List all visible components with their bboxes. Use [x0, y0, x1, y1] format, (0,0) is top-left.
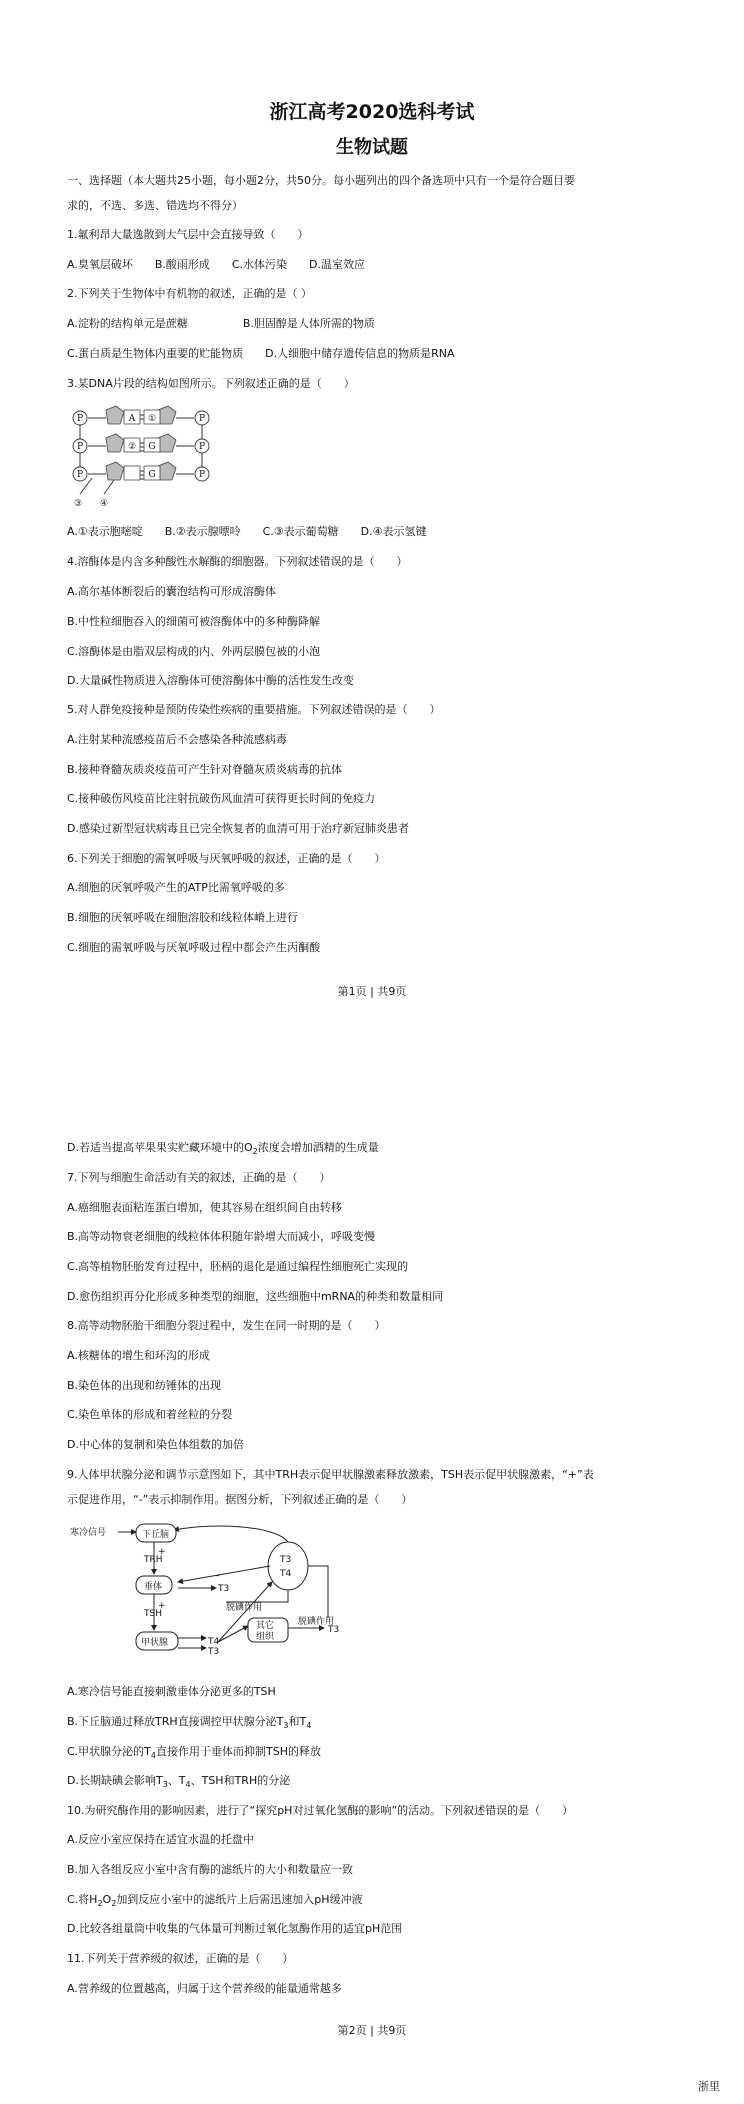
- question-2-options-cd: C.蛋白质是生物体内重要的贮能物质 D.人细胞中储存遗传信息的物质是RNA: [67, 347, 455, 360]
- t3-label: T3: [328, 1625, 340, 1635]
- question-9-option-c: C.甲状腺分泌的$T_4$直接作用于垂体而抑制TSH的释放: [67, 1745, 321, 1761]
- other-tissue-label: 组织: [256, 1632, 275, 1642]
- base-g-label: G: [148, 470, 156, 480]
- section-intro-line2: 求的，不选、多选、错选均不得分）: [67, 199, 243, 212]
- exam-subtitle: 生物试题: [336, 137, 408, 158]
- question-10-option-b: B.加入各组反应小室中含有酶的滤纸片的大小和数量应一致: [67, 1863, 354, 1876]
- pituitary-label: 垂体: [144, 1582, 163, 1592]
- phosphate-label: P: [198, 442, 206, 452]
- question-9-line1: 9.人体甲状腺分泌和调节示意图如下，其中TRH表示促甲状腺激素释放激素，TSH表示促甲状腺激素，“+”表: [67, 1468, 594, 1481]
- phosphate-label: P: [198, 414, 206, 424]
- question-7: 7.下列与细胞生命活动有关的叙述，正确的是（ ）: [67, 1171, 331, 1184]
- base-1-label: ①: [147, 414, 157, 424]
- t3-label: T3: [208, 1647, 220, 1657]
- deiodination-label: 脱碘作用: [226, 1603, 263, 1613]
- cold-signal-label: 寒冷信号: [70, 1528, 107, 1538]
- question-7-option-c: C.高等植物胚胎发育过程中，胚柄的退化是通过编程性细胞死亡实现的: [67, 1260, 409, 1273]
- marker-4-label: ④: [99, 499, 109, 509]
- base-a-label: A: [128, 414, 136, 424]
- question-6-option-a: A.细胞的厌氧呼吸产生的ATP比需氧呼吸的多: [67, 881, 285, 894]
- question-3: 3.某DNA片段的结构如图所示。下列叙述正确的是（ ）: [67, 377, 355, 390]
- plus-sign: +: [158, 1601, 166, 1611]
- trh-label: TRH: [144, 1555, 163, 1565]
- page-footer: 第2页 | 共9页: [337, 2024, 407, 2037]
- plus-sign: +: [158, 1547, 166, 1557]
- question-7-option-d: D.愈伤组织再分化形成多种类型的细胞，这些细胞中mRNA的种类和数量相同: [67, 1290, 444, 1303]
- page-footer: 第1页 | 共9页: [337, 985, 407, 998]
- question-1: 1.氟利昂大量逸散到大气层中会直接导致（ ）: [67, 228, 309, 241]
- hypothalamus-label: 下丘脑: [142, 1530, 170, 1540]
- question-6: 6.下列关于细胞的需氧呼吸与厌氧呼吸的叙述，正确的是（ ）: [67, 852, 386, 865]
- question-11: 11.下列关于营养级的叙述，正确的是（ ）: [67, 1952, 294, 1965]
- phosphate-label: P: [76, 414, 84, 424]
- question-10-option-c: C.将$H_2O_2$加到反应小室中的滤纸片上后需迅速加入pH缓冲液: [67, 1893, 363, 1909]
- phosphate-label: P: [198, 470, 206, 480]
- base-2-label: ②: [127, 442, 137, 452]
- question-4-option-b: B.中性粒细胞吞入的细菌可被溶酶体中的多种酶降解: [67, 615, 321, 628]
- question-4-option-a: A.高尔基体断裂后的囊泡结构可形成溶酶体: [67, 585, 276, 598]
- question-9-option-b: B.下丘脑通过释放TRH直接调控甲状腺分泌$T_3$和$T_4$: [67, 1715, 312, 1731]
- phosphate-label: P: [76, 442, 84, 452]
- question-5: 5.对人群免疫接种是预防传染性疾病的重要措施。下列叙述错误的是（ ）: [67, 703, 441, 716]
- t3-label: T3: [280, 1555, 292, 1565]
- question-2-options-ab: A.淀粉的结构单元是蔗糖 B.胆固醇是人体所需的物质: [67, 317, 375, 330]
- question-8-option-b: B.染色体的出现和纺锤体的出现: [67, 1379, 222, 1392]
- deiodination-label: 脱碘作用: [298, 1617, 335, 1627]
- dna-structure-figure: [66, 398, 216, 514]
- question-9-line2: 示促进作用，“-”表示抑制作用。据图分析，下列叙述正确的是（ ）: [67, 1493, 413, 1506]
- t4-label: T4: [280, 1569, 292, 1579]
- page-2: [0, 1130, 744, 2104]
- thyroid-regulation-diagram: [66, 1518, 382, 1668]
- question-6-option-b: B.细胞的厌氧呼吸在细胞溶胶和线粒体嵴上进行: [67, 911, 299, 924]
- question-6-option-c: C.细胞的需氧呼吸与厌氧呼吸过程中都会产生丙酮酸: [67, 941, 321, 954]
- marker-3-label: ③: [73, 499, 83, 509]
- question-8-option-c: C.染色单体的形成和着丝粒的分裂: [67, 1408, 233, 1421]
- question-10-option-a: A.反应小室应保持在适宜水温的托盘中: [67, 1833, 254, 1846]
- question-10-option-d: D.比较各组量筒中收集的气体量可判断过氧化氢酶作用的适宜pH范围: [67, 1922, 403, 1935]
- page-1: [0, 0, 744, 1010]
- thyroid-label: 甲状腺: [141, 1638, 169, 1648]
- question-6-option-d: D.若适当提高苹果果实贮藏环境中的$O_2$浓度会增加酒精的生成量: [67, 1141, 379, 1157]
- minus-sign: -: [216, 1571, 220, 1581]
- question-5-option-c: C.接种破伤风疫苗比注射抗破伤风血清可获得更长时间的免疫力: [67, 792, 376, 805]
- base-g-label: G: [148, 442, 156, 452]
- other-tissue-label: 其它: [256, 1621, 275, 1631]
- question-1-options: A.臭氧层破坏 B.酸雨形成 C.水体污染 D.温室效应: [67, 258, 366, 271]
- exam-title: 浙江高考2020选科考试: [269, 101, 475, 123]
- question-8-option-d: D.中心体的复制和染色体组数的加倍: [67, 1438, 244, 1451]
- question-7-option-b: B.高等动物衰老细胞的线粒体体积随年龄增大而减小，呼吸变慢: [67, 1230, 376, 1243]
- corner-watermark-text: 浙里: [698, 2080, 720, 2093]
- question-2: 2.下列关于生物体中有机物的叙述，正确的是（ ）: [67, 287, 312, 300]
- t4-label: T4: [208, 1637, 220, 1647]
- question-8-option-a: A.核糖体的增生和环沟的形成: [67, 1349, 210, 1362]
- question-7-option-a: A.癌细胞表面粘连蛋白增加，使其容易在组织间自由转移: [67, 1201, 342, 1214]
- tsh-label: TSH: [144, 1609, 162, 1619]
- question-11-option-a: A.营养级的位置越高，归属于这个营养级的能量通常越多: [67, 1982, 342, 1995]
- question-5-option-d: D.感染过新型冠状病毒且已完全恢复者的血清可用于治疗新冠肺炎患者: [67, 822, 409, 835]
- phosphate-label: P: [76, 470, 84, 480]
- question-4-option-d: D.大量碱性物质进入溶酶体可使溶酶体中酶的活性发生改变: [67, 674, 354, 687]
- question-5-option-a: A.注射某种流感疫苗后不会感染各种流感病毒: [67, 733, 287, 746]
- question-4-option-c: C.溶酶体是由脂双层构成的内、外两层膜包被的小泡: [67, 645, 321, 658]
- t3-label: T3: [218, 1584, 230, 1594]
- question-3-options: A.①表示胞嘧啶 B.②表示腺嘌呤 C.③表示葡萄糖 D.④表示氢键: [67, 525, 427, 538]
- section-intro-line1: 一、选择题（本大题共25小题，每小题2分，共50分。每小题列出的四个备选项中只有一个是符合题目要: [67, 174, 575, 187]
- question-8: 8.高等动物胚胎干细胞分裂过程中，发生在同一时期的是（ ）: [67, 1319, 386, 1332]
- question-9-option-d: D.长期缺碘会影响$T_3$、$T_4$、TSH和TRH的分泌: [67, 1774, 291, 1790]
- question-4: 4.溶酶体是内含多种酸性水解酶的细胞器。下列叙述错误的是（ ）: [67, 555, 408, 568]
- question-10: 10.为研究酶作用的影响因素，进行了“探究pH对过氧化氢酶的影响”的活动。下列叙述错误的是（ ）: [67, 1804, 574, 1817]
- question-9-option-a: A.寒冷信号能直接刺激垂体分泌更多的TSH: [67, 1685, 276, 1698]
- question-5-option-b: B.接种脊髓灰质炎疫苗可产生针对脊髓灰质炎病毒的抗体: [67, 763, 343, 776]
